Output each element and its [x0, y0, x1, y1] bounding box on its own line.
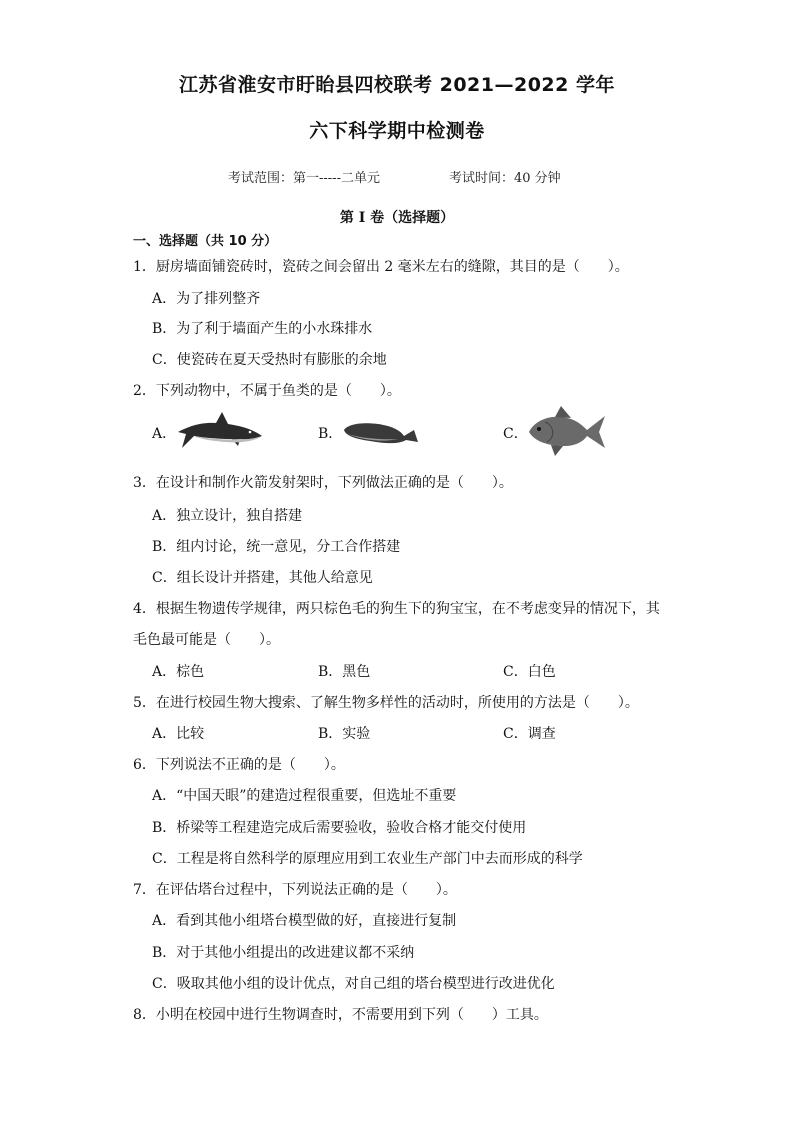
question-4-option-c: C．白色 — [503, 664, 556, 680]
option-label: B． — [318, 426, 343, 442]
option-label: C． — [503, 426, 528, 442]
question-1-option-a: A．为了排列整齐 — [152, 291, 261, 307]
question-8-stem: 8．小明在校园中进行生物调查时，不需要用到下列（ ）工具。 — [133, 1007, 548, 1023]
whale-icon — [340, 408, 420, 456]
exam-title-line1: 江苏省淮安市盱眙县四校联考 2021—2022 学年 — [179, 74, 615, 96]
question-2-stem: 2．下列动物中，不属于鱼类的是（ ）。 — [133, 383, 401, 399]
option-label: A． — [152, 426, 177, 442]
question-4-stem-line2: 毛色最可能是（ ）。 — [133, 632, 280, 648]
section-title: 第 I 卷（选择题） — [339, 210, 455, 226]
question-3-option-c: C．组长设计并搭建，其他人给意见 — [152, 570, 373, 586]
question-2-option-c — [503, 408, 623, 458]
question-2-option-a — [152, 408, 272, 458]
question-5-option-b: B．实验 — [318, 726, 371, 742]
exam-range: 考试范围：第一-----二单元 — [228, 171, 380, 186]
exam-time: 考试时间：40 分钟 — [449, 171, 561, 186]
question-6-option-a: A．“中国天眼”的建造过程很重要，但选址不重要 — [152, 788, 457, 804]
question-4-stem-line1: 4．根据生物遗传学规律，两只棕色毛的狗生下的狗宝宝，在不考虑变异的情况下，其 — [133, 601, 660, 617]
question-7-option-c: C．吸取其他小组的设计优点，对自己组的塔台模型进行改进优化 — [152, 976, 555, 992]
question-3-option-a: A．独立设计，独自搭建 — [152, 508, 303, 524]
question-1-option-b: B．为了利于墙面产生的小水珠排水 — [152, 321, 373, 337]
part-title: 一、选择题（共 10 分） — [133, 234, 278, 249]
question-7-stem: 7．在评估塔台过程中，下列说法正确的是（ ）。 — [133, 882, 457, 898]
question-6-option-b: B．桥梁等工程建造完成后需要验收，验收合格才能交付使用 — [152, 820, 527, 836]
shark-icon — [176, 408, 264, 456]
question-4-option-b: B．黑色 — [318, 664, 371, 680]
question-6-option-c: C．工程是将自然科学的原理应用到工农业生产部门中去而形成的科学 — [152, 851, 583, 867]
question-1-stem: 1．厨房墙面铺瓷砖时，瓷砖之间会留出 2 毫米左右的缝隙，其目的是（ ）。 — [133, 259, 629, 275]
exam-title-line2: 六下科学期中检测卷 — [309, 120, 485, 142]
question-3-option-b: B．组内讨论，统一意见，分工合作搭建 — [152, 539, 401, 555]
goldfish-icon — [525, 404, 609, 460]
question-6-stem: 6．下列说法不正确的是（ ）。 — [133, 757, 345, 773]
question-5-option-c: C．调查 — [503, 726, 556, 742]
question-7-option-b: B．对于其他小组提出的改进建议都不采纳 — [152, 945, 415, 961]
question-7-option-a: A．看到其他小组塔台模型做的好，直接进行复制 — [152, 913, 457, 929]
question-4-option-a: A．棕色 — [152, 664, 205, 680]
question-2-option-b — [318, 408, 438, 458]
question-1-option-c: C．使瓷砖在夏天受热时有膨胀的余地 — [152, 352, 387, 368]
question-5-option-a: A．比较 — [152, 726, 205, 742]
question-5-stem: 5．在进行校园生物大搜索、了解生物多样性的活动时，所使用的方法是（ ）。 — [133, 695, 639, 711]
question-3-stem: 3．在设计和制作火箭发射架时，下列做法正确的是（ ）。 — [133, 475, 513, 491]
